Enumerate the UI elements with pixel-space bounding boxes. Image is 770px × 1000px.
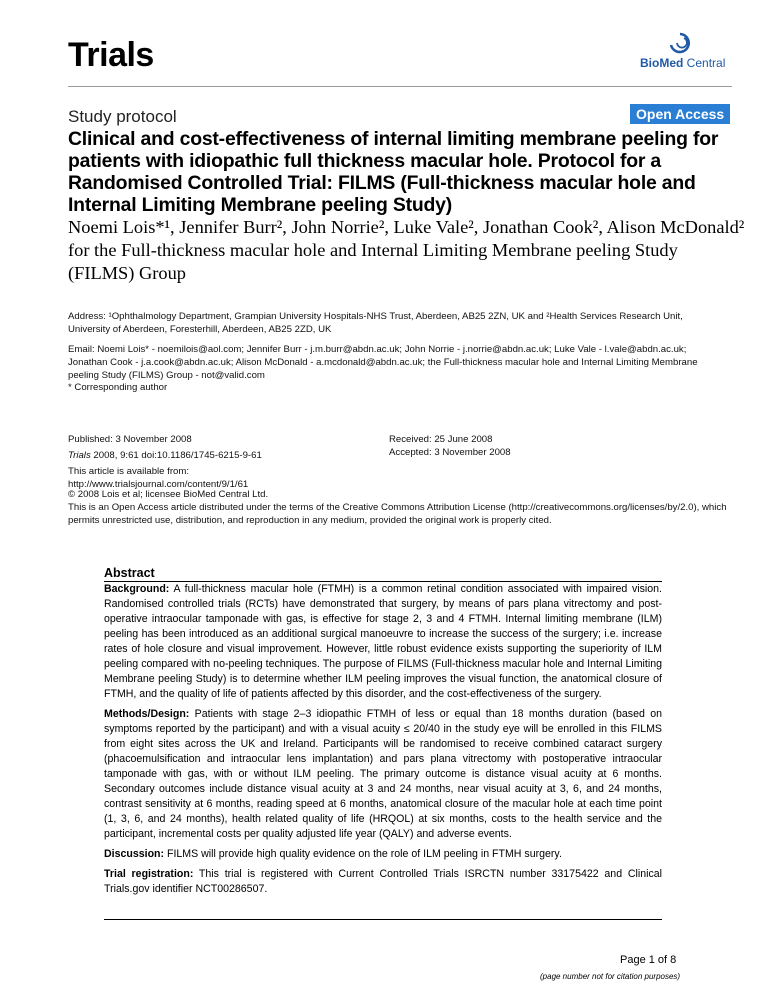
article-title: Clinical and cost-effectiveness of internal limiting membrane peeling for patients with idiopathic full thickness macular hole. Protocol for a Randomised Controlled Trial: FILMS (Full-thickness macular hole and Internal Limiting Membrane peeling Study) [68,128,719,216]
abstract-background [104,582,662,702]
received-date: Received: 25 June 2008 [389,434,493,445]
corresponding-author-note: * Corresponding author [68,382,168,393]
author-list: Noemi Lois*¹, Jennifer Burr², John Norrie², Luke Vale², Jonathan Cook², Alison McDonald² for the Full-thickness macular hole and Internal Limiting Membrane peeling Study (FILMS) Group [68,217,745,283]
license-text: This is an Open Access article distributed under the terms of the Creative Commons Attribution License (http://creativecommons.org/licenses/by/2.0), which permits unrestricted use, distribution, and reproduction in any medium, provided the original work is properly cited. [68,502,727,526]
citation-journal: Trials [68,450,91,461]
discussion-text: FILMS will provide high quality evidence on the role of ILM peeling in FTMH surgery. [164,848,562,860]
article-type: Study protocol [68,107,177,126]
trial-label: Trial registration: [104,868,194,880]
page-number: Page 1 of 8 [620,954,677,966]
published-date: Published: 3 November 2008 [68,434,192,445]
journal-title: Trials [68,36,154,74]
copyright-line: © 2008 Lois et al; licensee BioMed Central Ltd. [68,489,269,500]
license-block [68,488,748,527]
abstract-bottom-divider [104,919,662,920]
abstract-section [104,566,662,902]
publication-info [68,433,368,494]
methods-label: Methods/Design: [104,708,190,720]
open-access-badge: Open Access [630,104,730,124]
publisher-name [640,56,725,70]
trial-text: This trial is registered with Current Controlled Trials ISRCTN number 33175422 and Clinical Trials.gov identifier NCT00286507. [104,868,662,895]
abstract-trial-registration [104,867,662,897]
discussion-label: Discussion: [104,848,165,860]
publisher-central: Central [683,56,726,70]
background-text: A full-thickness macular hole (FTMH) is a common retinal condition associated with impaired vision. Randomised controlled trials (RCTs) have demonstrated that surgery, by means of pars plana vitrectomy and post-operative intraocular tamponade with gas, is effective for stage 2, 3 and 4 FTMH. Internal limiting membrane (ILM) peeling has been introduced as an additional surgical manoeuvre to increase the success of the surgery; i.e. increase rates of hole closure and visual improvement. However, little robust evidence exists supporting the superiority of ILM peeling compared with no-peeling techniques. The purpose of FILMS (Full-thickness macular hole and Internal Limiting Membrane peeling Study) is to determine whether ILM peeling improves the visual function, the anatomical closure of FTMH, and the quality of life of patients affected by this disorder, and the cost-effectiveness of the surgery. [104,583,662,700]
methods-text: Patients with stage 2–3 idiopathic FTMH of less or equal than 18 months duration (based on symptoms reported by the participant) and with a visual acuity ≤ 20/40 in the study eye will be enrolled in this FILMS from eight sites across the UK and Ireland. Participants will be randomised to receive combined cataract surgery (phacoemulsification and intraocular lens implantation) and pars plana vitrectomy with postoperative intraocular tamponade with gas, with or without ILM peeling. The primary outcome is distance visual acuity at 6 months. Secondary outcomes include distance visual acuity at 3 and 24 months, near visual acuity at 3, 6, and 24 months, contrast sensitivity at 6 months, reading speed at 6 months, anatomical closure of the macular hole at each time point (1, 3, 6, and 24 months), health related quality of life (HRQOL) at six months, costs to the health service and the participant, incremental costs per quality adjusted life year (QALY) and adverse events. [104,708,662,840]
received-accepted-info [389,433,589,459]
accepted-date: Accepted: 3 November 2008 [389,447,511,458]
abstract-discussion [104,847,662,862]
author-emails: Email: Noemi Lois* - noemilois@aol.com; Jennifer Burr - j.m.burr@abdn.ac.uk; John Norrie - j.norrie@abdn.ac.uk; Luke Vale - l.vale@abdn.ac.uk; Jonathan Cook - j.a.cook@abdn.ac.uk; Alison McDonald - a.mcdonald@abdn.ac.uk; the Full-thickness macular hole and Internal Limiting Membrane peeling Study (FILMS) Group - not@valid.com [68,344,698,381]
citation-details: 2008, 9:61 doi:10.1186/1745-6215-9-61 [90,450,262,461]
background-label: Background: [104,583,170,595]
header-divider [68,86,732,87]
article-url[interactable]: This article is available from: http://www.trialsjournal.com/content/9/1/61 [68,466,249,490]
abstract-heading: Abstract [104,566,155,580]
author-address: Address: ¹Ophthalmology Department, Grampian University Hospitals-NHS Trust, Aberdeen, AB25 2ZN, UK and ²Health Services Research Unit, University of Aberdeen, Foresterhill, Aberdeen, AB25 2ZD, UK [68,311,683,335]
page-number-note: (page number not for citation purposes) [540,972,681,981]
citation [68,449,368,462]
publisher-bio: BioMed [640,56,684,70]
abstract-methods [104,707,662,842]
